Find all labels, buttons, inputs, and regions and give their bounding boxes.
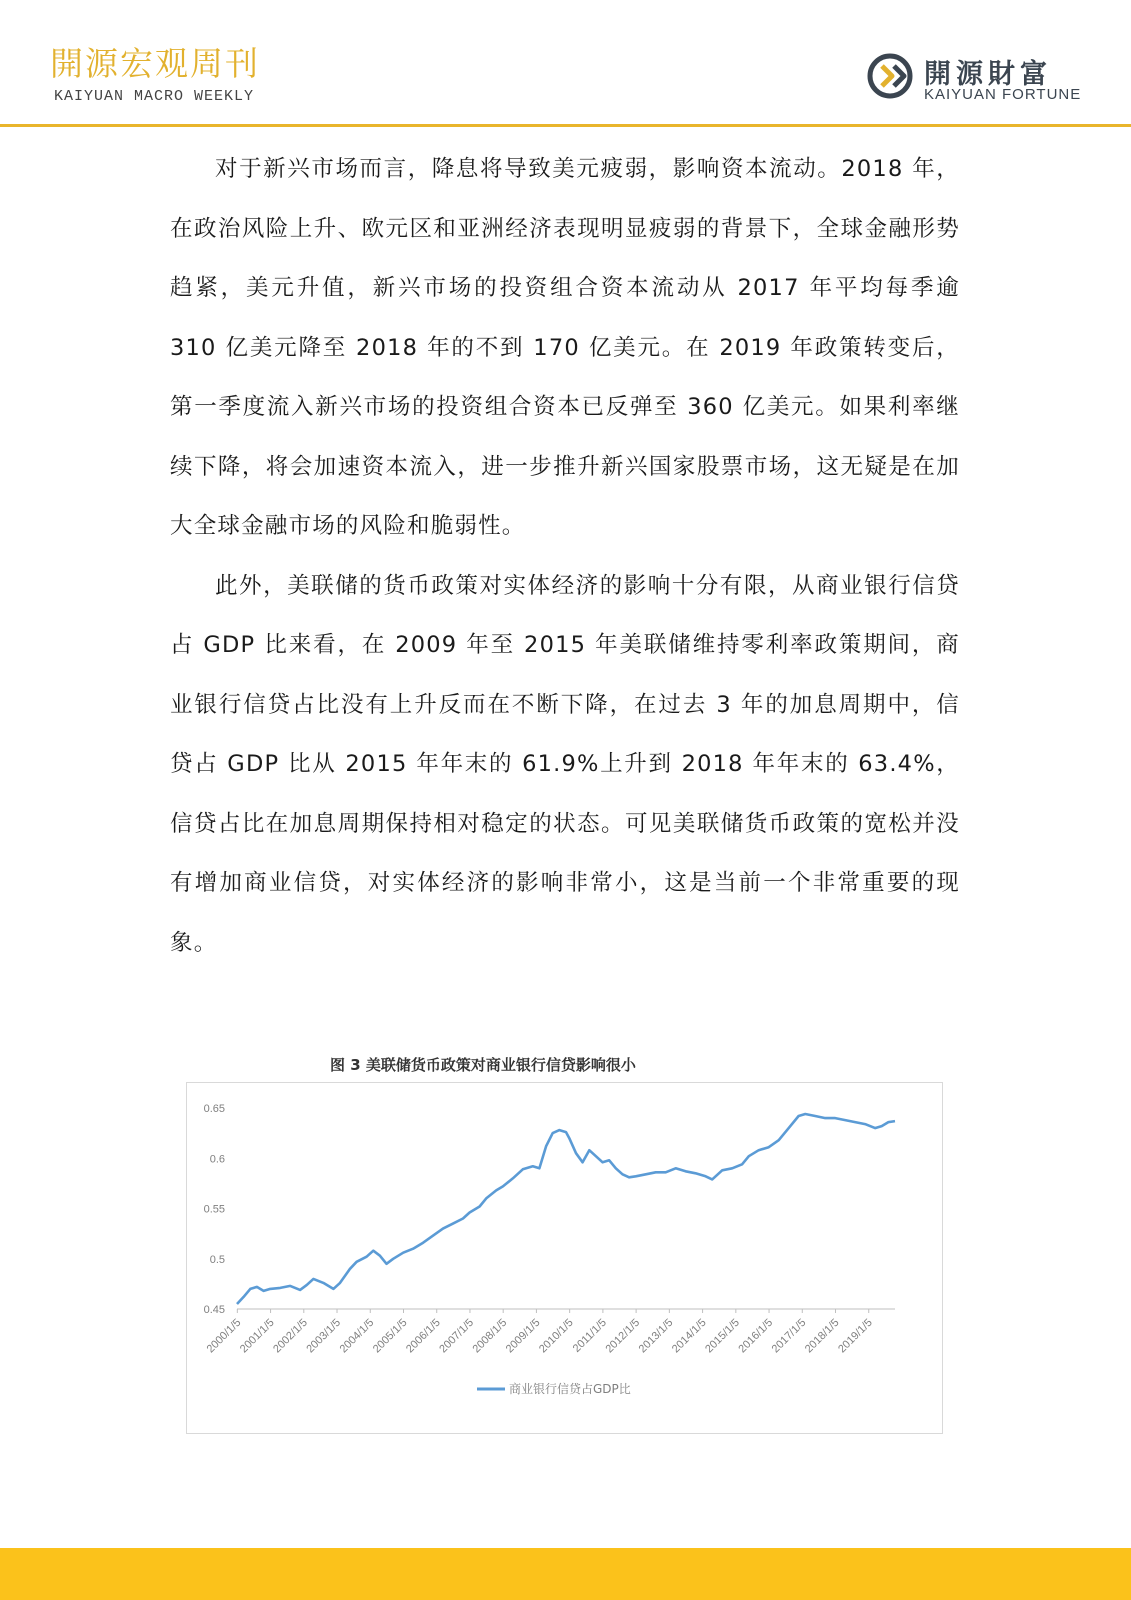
x-tick-label: 2008/1/5 — [470, 1316, 510, 1356]
x-tick-label: 2002/1/5 — [271, 1316, 310, 1356]
publication-title: 開源宏观周刊 — [50, 44, 260, 83]
header-divider — [0, 124, 1131, 127]
kaiyuan-logo-mark-icon — [866, 52, 914, 100]
x-tick-label: 2005/1/5 — [370, 1316, 410, 1356]
legend-label: 商业银行信贷占GDP比 — [509, 1382, 631, 1396]
x-tick-label: 2009/1/5 — [503, 1316, 543, 1356]
brand-logo — [866, 52, 1106, 108]
x-tick-label: 2011/1/5 — [570, 1316, 610, 1355]
y-tick-label: 0.5 — [209, 1253, 225, 1266]
x-tick-label: 2018/1/5 — [802, 1316, 842, 1356]
x-tick-label: 2019/1/5 — [836, 1316, 875, 1356]
page-header — [0, 0, 1131, 128]
x-tick-label: 2016/1/5 — [736, 1316, 776, 1356]
y-tick-label: 0.65 — [203, 1103, 225, 1115]
y-tick-label: 0.55 — [203, 1203, 225, 1216]
x-tick-label: 2001/1/5 — [237, 1316, 277, 1356]
x-tick-label: 2010/1/5 — [537, 1316, 576, 1356]
credit-gdp-chart — [186, 1082, 943, 1434]
x-tick-label: 2003/1/5 — [304, 1316, 344, 1356]
article-body — [170, 140, 960, 973]
x-tick-label: 2006/1/5 — [404, 1316, 443, 1356]
x-tick-label: 2017/1/5 — [769, 1316, 809, 1356]
logo-english-name: KAIYUAN FORTUNE — [924, 86, 1082, 103]
paragraph-bank-credit: 此外，美联储的货币政策对实体经济的影响十分有限，从商业银行信贷占 GDP 比来看，在 2009 年至 2015 年美联储维持零利率政策期间，商业银行信贷占比没有上升反而在不断下降，在过去 3 年的加息周期中，信贷占 GDP 比从 2015 年年末的 61.9%上升到 2018 年年末的 63.4%，信贷占比在加息周期保持相对稳定的状态。可见美联储货币政策的宽松并没有增加商业信贷，对实体经济的影响非常小，这是当前一个非常重要的现象。 — [170, 572, 960, 956]
paragraph-capital-flows: 对于新兴市场而言，降息将导致美元疲弱，影响资本流动。2018 年，在政治风险上升、欧元区和亚洲经济表现明显疲弱的背景下，全球金融形势趋紧，美元升值，新兴市场的投资组合资本流动从 2017 年平均每季逾 310 亿美元降至 2018 年的不到 170 亿美元。在 2019 年政策转变后，第一季度流入新兴市场的投资组合资本已反弹至 360 亿美元。如果利率继续下降，将会加速资本流入，进一步推升新兴国家股票市场，这无疑是在加大全球金融市场的风险和脆弱性。 — [170, 156, 960, 539]
x-tick-label: 2015/1/5 — [703, 1316, 742, 1356]
publication-subtitle: KAIYUAN MACRO WEEKLY — [54, 88, 255, 105]
x-tick-label: 2013/1/5 — [636, 1316, 676, 1356]
figure-caption: 图 3 美联储货币政策对商业银行信贷影响很小 — [330, 1056, 636, 1074]
footer-band — [0, 1548, 1131, 1600]
series-line-0 — [237, 1114, 895, 1304]
x-tick-label: 2007/1/5 — [437, 1316, 477, 1356]
logo-chinese-name: 開源財富 — [924, 59, 1052, 90]
x-tick-label: 2004/1/5 — [337, 1316, 377, 1356]
chart-canvas — [187, 1083, 942, 1433]
y-tick-label: 0.6 — [209, 1153, 225, 1166]
x-tick-label: 2000/1/5 — [204, 1316, 244, 1356]
x-tick-label: 2014/1/5 — [669, 1316, 709, 1356]
y-tick-label: 0.45 — [203, 1304, 225, 1316]
x-tick-label: 2012/1/5 — [603, 1316, 643, 1356]
